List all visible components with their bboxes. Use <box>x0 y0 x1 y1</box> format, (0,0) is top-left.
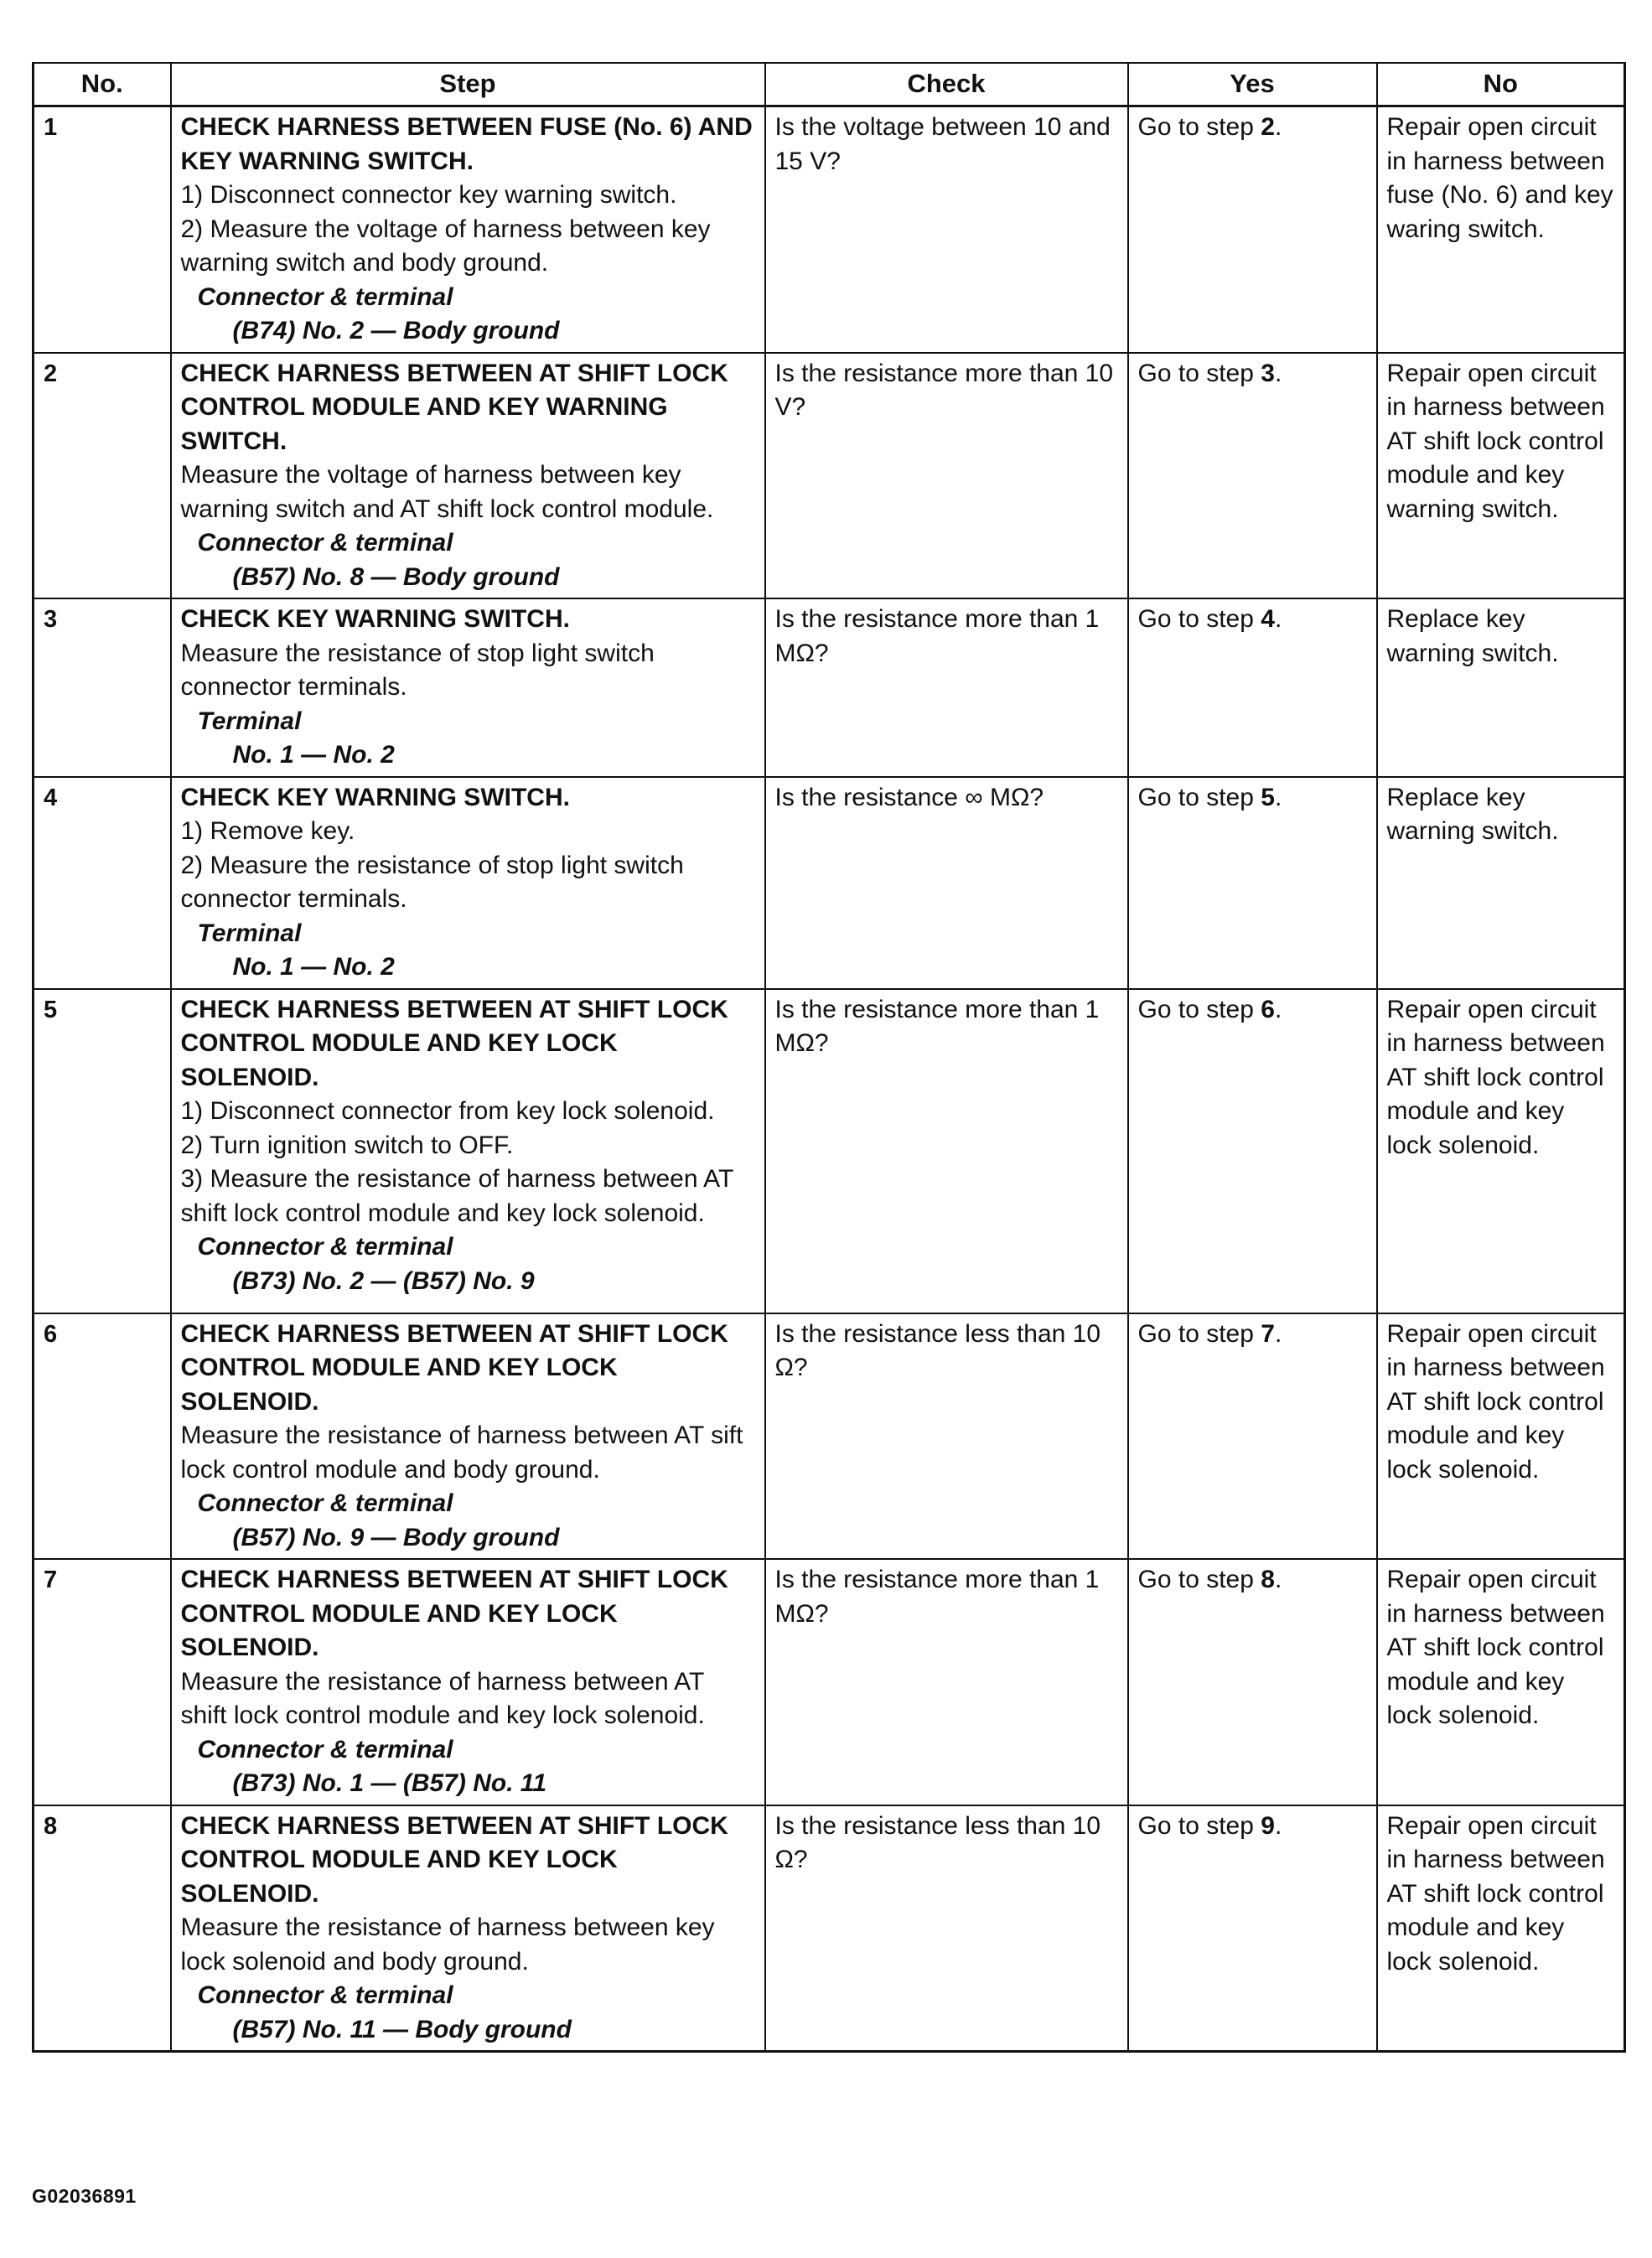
header-step: Step <box>171 63 765 106</box>
step-instruction: 1) Disconnect connector from key lock solenoid. <box>180 1097 715 1125</box>
step-number: 5 <box>34 989 171 1313</box>
connector-terminal-value: (B57) No. 11 — Body ground <box>232 2015 572 2043</box>
connector-terminal-label: Connector & terminal <box>197 1489 453 1517</box>
yes-step-number: 4 <box>1261 605 1275 633</box>
diagnosis-table <box>32 62 1626 2053</box>
step-instruction: Measure the resistance of stop light switch connector terminals. <box>180 639 655 701</box>
yes-step-number: 5 <box>1261 783 1275 811</box>
table-row <box>34 1559 1625 1805</box>
step-instruction: Measure the resistance of harness between key lock solenoid and body ground. <box>180 1914 715 1976</box>
yes-suffix: . <box>1274 113 1282 141</box>
no-result-cell: Replace key warning switch. <box>1377 777 1625 989</box>
step-number: 3 <box>34 598 171 777</box>
step-title: CHECK HARNESS BETWEEN AT SHIFT LOCK CONTROL MODULE AND KEY LOCK SOLENOID. <box>180 995 728 1091</box>
yes-suffix: . <box>1274 1566 1282 1593</box>
step-instruction: Measure the voltage of harness between key warning switch and AT shift lock control module. <box>180 461 714 523</box>
yes-prefix: Go to step <box>1137 1566 1261 1593</box>
table-row <box>34 989 1625 1313</box>
step-instruction: Measure the resistance of harness between AT shift lock control module and key lock solenoid. <box>180 1667 705 1729</box>
step-number: 7 <box>34 1559 171 1805</box>
step-instruction: Measure the resistance of harness between AT sift lock control module and body ground. <box>180 1422 743 1484</box>
step-cell <box>171 1805 765 2052</box>
connector-terminal-value: (B57) No. 8 — Body ground <box>232 562 560 591</box>
connector-terminal-label: Connector & terminal <box>197 1981 453 2009</box>
step-title: CHECK HARNESS BETWEEN AT SHIFT LOCK CONTROL MODULE AND KEY LOCK SOLENOID. <box>180 1566 728 1661</box>
yes-cell <box>1128 1313 1377 1560</box>
step-number: 8 <box>34 1805 171 2052</box>
yes-cell <box>1128 1559 1377 1805</box>
check-cell: Is the resistance less than 10 Ω? <box>765 1313 1128 1560</box>
connector-terminal-value: (B73) No. 2 — (B57) No. 9 <box>232 1266 535 1295</box>
yes-step-number: 8 <box>1261 1566 1275 1593</box>
step-instruction: 2) Measure the resistance of stop light switch connector terminals. <box>180 851 684 913</box>
yes-cell <box>1128 777 1377 989</box>
connector-terminal-label: Connector & terminal <box>197 282 453 311</box>
yes-step-number: 6 <box>1261 995 1275 1023</box>
check-cell: Is the resistance ∞ MΩ? <box>765 777 1128 989</box>
step-cell <box>171 353 765 599</box>
table-row <box>34 106 1625 353</box>
connector-terminal-value: (B57) No. 9 — Body ground <box>232 1523 560 1551</box>
step-title: CHECK HARNESS BETWEEN AT SHIFT LOCK CONTROL MODULE AND KEY WARNING SWITCH. <box>180 359 728 455</box>
yes-step-number: 3 <box>1261 359 1275 387</box>
check-cell: Is the resistance less than 10 Ω? <box>765 1805 1128 2052</box>
table-header-row <box>34 63 1625 106</box>
no-result-cell: Replace key warning switch. <box>1377 598 1625 777</box>
check-cell: Is the resistance more than 1 MΩ? <box>765 989 1128 1313</box>
no-result-cell: Repair open circuit in harness between AT shift lock control module and key lock solenoid. <box>1377 1559 1625 1805</box>
no-result-cell: Repair open circuit in harness between AT shift lock control module and key lock solenoid. <box>1377 1313 1625 1560</box>
connector-terminal-value: (B73) No. 1 — (B57) No. 11 <box>232 1769 547 1797</box>
yes-step-number: 2 <box>1261 113 1275 141</box>
step-cell <box>171 989 765 1313</box>
step-title: CHECK HARNESS BETWEEN AT SHIFT LOCK CONTROL MODULE AND KEY LOCK SOLENOID. <box>180 1319 728 1416</box>
yes-cell <box>1128 989 1377 1313</box>
connector-terminal-label: Connector & terminal <box>197 1233 453 1261</box>
connector-terminal-label: Terminal <box>197 707 302 735</box>
connector-terminal-value: No. 1 — No. 2 <box>232 953 395 981</box>
yes-suffix: . <box>1274 783 1282 811</box>
table-row <box>34 1313 1625 1560</box>
connector-terminal-label: Connector & terminal <box>197 1735 453 1763</box>
table-body <box>34 106 1625 2052</box>
step-title: CHECK HARNESS BETWEEN FUSE (No. 6) AND KEY WARNING SWITCH. <box>180 113 753 175</box>
step-cell <box>171 777 765 989</box>
figure-code: G02036891 <box>32 2185 137 2207</box>
connector-terminal-label: Connector & terminal <box>197 529 453 557</box>
step-title: CHECK KEY WARNING SWITCH. <box>180 605 570 633</box>
step-number: 2 <box>34 353 171 599</box>
yes-cell <box>1128 598 1377 777</box>
step-cell <box>171 1559 765 1805</box>
yes-prefix: Go to step <box>1137 995 1261 1023</box>
header-no: No. <box>34 63 171 106</box>
yes-prefix: Go to step <box>1137 359 1261 387</box>
yes-prefix: Go to step <box>1137 1319 1261 1348</box>
table-row <box>34 1805 1625 2052</box>
yes-cell <box>1128 1805 1377 2052</box>
connector-terminal-value: (B74) No. 2 — Body ground <box>232 317 560 344</box>
table-row <box>34 598 1625 777</box>
no-result-cell: Repair open circuit in harness between AT shift lock control module and key lock solenoid. <box>1377 989 1625 1313</box>
check-cell: Is the voltage between 10 and 15 V? <box>765 106 1128 353</box>
header-no-result: No <box>1377 63 1625 106</box>
check-cell: Is the resistance more than 1 MΩ? <box>765 598 1128 777</box>
step-number: 1 <box>34 106 171 353</box>
step-instruction: 2) Measure the voltage of harness between key warning switch and body ground. <box>180 215 711 277</box>
connector-terminal-label: Terminal <box>197 919 302 947</box>
yes-prefix: Go to step <box>1137 113 1261 141</box>
yes-cell <box>1128 353 1377 599</box>
yes-prefix: Go to step <box>1137 605 1261 633</box>
step-cell <box>171 1313 765 1560</box>
step-instruction: 2) Turn ignition switch to OFF. <box>180 1131 514 1159</box>
step-instruction: 1) Remove key. <box>180 817 355 845</box>
check-cell: Is the resistance more than 1 MΩ? <box>765 1559 1128 1805</box>
connector-terminal-value: No. 1 — No. 2 <box>232 741 395 769</box>
no-result-cell: Repair open circuit in harness between fuse (No. 6) and key waring switch. <box>1377 106 1625 353</box>
step-instruction: 3) Measure the resistance of harness between AT shift lock control module and key lock solenoid. <box>180 1165 733 1227</box>
step-cell <box>171 598 765 777</box>
table-row <box>34 777 1625 989</box>
yes-suffix: . <box>1274 1811 1282 1840</box>
header-check: Check <box>765 63 1128 106</box>
yes-step-number: 9 <box>1261 1811 1275 1840</box>
no-result-cell: Repair open circuit in harness between AT shift lock control module and key warning switch. <box>1377 353 1625 599</box>
step-title: CHECK HARNESS BETWEEN AT SHIFT LOCK CONTROL MODULE AND KEY LOCK SOLENOID. <box>180 1811 728 1908</box>
yes-suffix: . <box>1274 1319 1282 1348</box>
step-cell <box>171 106 765 353</box>
step-number: 4 <box>34 777 171 989</box>
step-number: 6 <box>34 1313 171 1560</box>
yes-prefix: Go to step <box>1137 1811 1261 1840</box>
yes-prefix: Go to step <box>1137 783 1261 811</box>
table-row <box>34 353 1625 599</box>
no-result-cell: Repair open circuit in harness between AT shift lock control module and key lock solenoid. <box>1377 1805 1625 2052</box>
yes-step-number: 7 <box>1261 1319 1275 1348</box>
step-instruction: 1) Disconnect connector key warning switch. <box>180 181 677 209</box>
yes-suffix: . <box>1274 359 1282 387</box>
diagnosis-sheet <box>32 62 1624 2053</box>
step-title: CHECK KEY WARNING SWITCH. <box>180 783 570 811</box>
yes-suffix: . <box>1274 605 1282 633</box>
yes-suffix: . <box>1274 995 1282 1023</box>
check-cell: Is the resistance more than 10 V? <box>765 353 1128 599</box>
yes-cell <box>1128 106 1377 353</box>
header-yes: Yes <box>1128 63 1377 106</box>
